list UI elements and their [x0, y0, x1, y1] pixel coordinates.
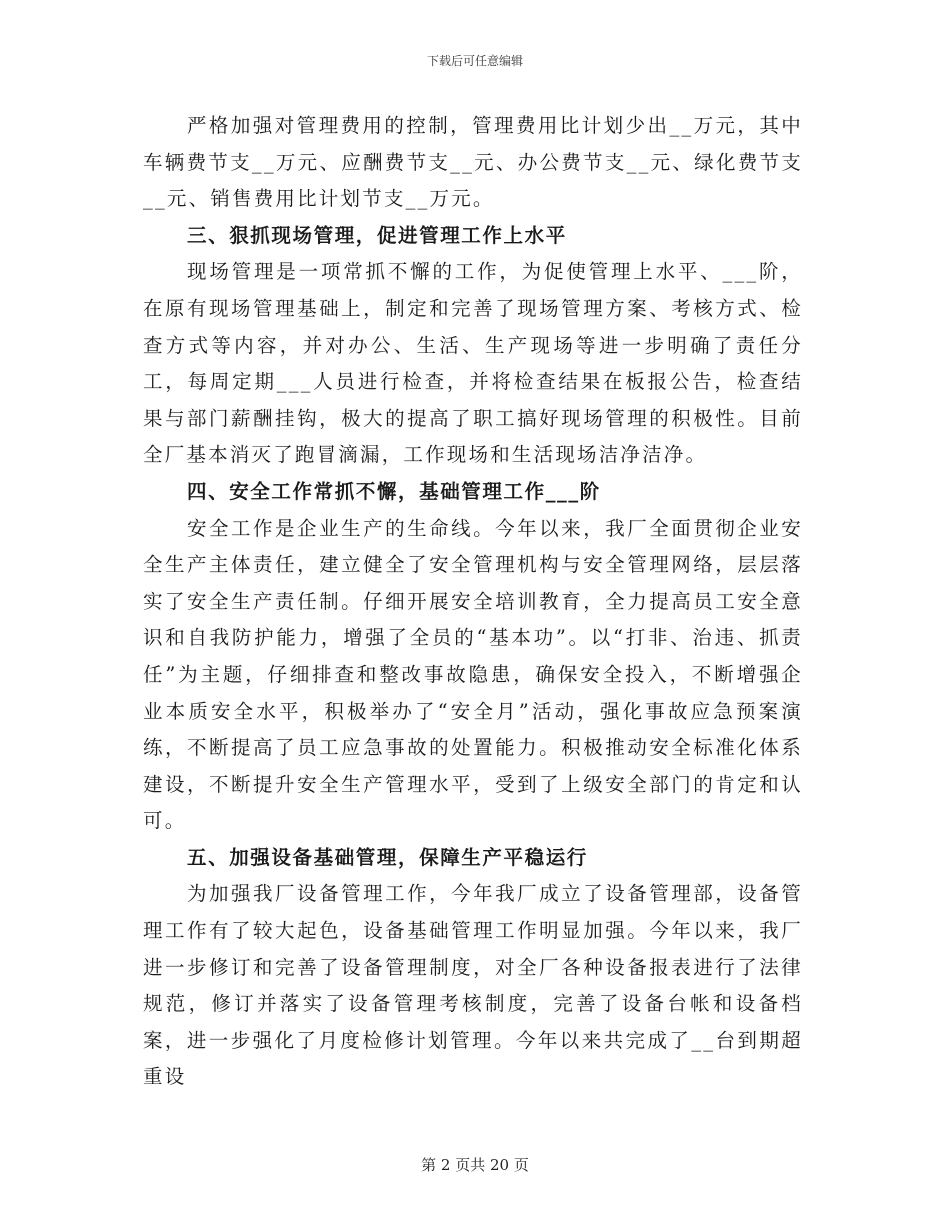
section-heading-3: 三、狠抓现场管理，促进管理工作上水平 — [187, 223, 567, 247]
paragraph-equipment-management: 为加强我厂设备管理工作，今年我厂成立了设备管理部，设备管理工作有了较大起色，设备基础管理工作明显加强。今年以来，我厂进一步修订和完善了设备管理制度，对全厂各种设备报表进行了法律规范，修订并落实了设备管理考核制度，完善了设备台帐和设备档案，进一步强化了月度检修计划管理。今年以来共完成了__台到期超重设 — [143, 882, 803, 1089]
paragraph-site-management: 现场管理是一项常抓不懈的工作，为促使管理上水平、___阶，在原有现场管理基础上，制定和完善了现场管理方案、考核方式、检查方式等内容，并对办公、生活、生产现场等进一步明确了责任分工，每周定期___人员进行检查，并将检查结果在板报公告，检查结果与部门薪酬挂钩，极大的提高了职工搞好现场管理的积极性。目前全厂基本消灭了跑冒滴漏，工作现场和生活现场洁净洁净。 — [143, 260, 803, 467]
page-header: 下载后可任意编辑 — [426, 54, 523, 68]
paragraph-safety-work: 安全工作是企业生产的生命线。今年以来，我厂全面贯彻企业安全生产主体责任，建立健全了安全管理机构与安全管理网络，层层落实了安全生产责任制。仔细开展安全培训教育，全力提高员工安全意识和自我防护能力，增强了全员的“基本功”。以“打非、治违、抓责任”为主题，仔细排查和整改事故隐患，确保安全投入，不断增强企业本质安全水平，积极举办了“安全月”活动，强化事故应急预案演练，不断提高了员工应急事故的处置能力。积极推动安全标准化体系建设，不断提升安全生产管理水平，受到了上级安全部门的肯定和认可。 — [143, 516, 803, 833]
paragraph-management-costs: 严格加强对管理费用的控制，管理费用比计划少出__万元，其中车辆费节支__万元、应酬费节支__元、办公费节支__元、绿化费节支__元、销售费用比计划节支__万元。 — [143, 114, 803, 211]
section-heading-4: 四、安全工作常抓不懈，基础管理工作___阶 — [187, 479, 601, 503]
section-heading-5: 五、加强设备基础管理，保障生产平稳运行 — [187, 845, 588, 869]
page-number-footer: 第 2 页共 20 页 — [421, 1156, 529, 1174]
document-body — [143, 108, 803, 1096]
